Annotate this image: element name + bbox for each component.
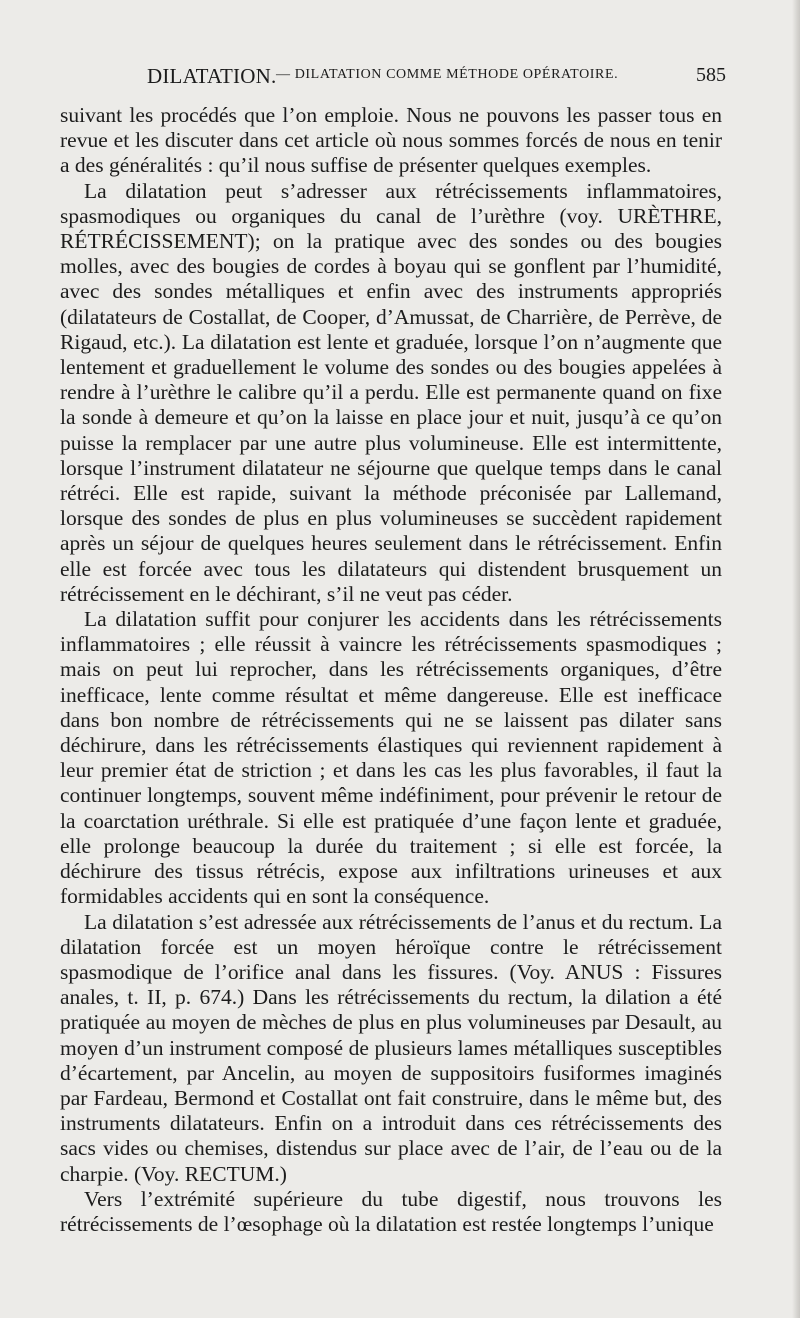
paragraph: Vers l’extrémité supérieure du tube digestif, nous trouvons les rétrécissements de l’œsophage où la dilatation est restée longtemps l’unique	[60, 1186, 722, 1236]
paragraph: La dilatation s’est adressée aux rétrécissements de l’anus et du rectum. La dilatation forcée est un moyen héroïque contre le rétrécissement spasmodique de l’orifice anal dans les fissures. (Voy. ANUS : Fissures anales, t. II, p. 674.) Dans les rétrécissements du rectum, la dilation a été pratiquée au moyen de mèches de plus en plus volumineuses par Desault, au moyen d’un instrument composé de plusieurs lames métalliques susceptibles d’écartement, par Ancelin, au moyen de suppositoirs fusiformes imaginés par Fardeau, Bermond et Costallat ont fait construire, dans le même but, des instruments dilatateurs. Enfin on a introduit dans ces rétrécissements des sacs vides ou chemises, distendus sur place avec de l’air, de l’eau ou de la charpie. (Voy. RECTUM.)	[60, 909, 722, 1186]
body-text	[60, 103, 722, 1237]
header-title: DILATATION.	[147, 64, 277, 88]
header-subtitle: — DILATATION COMME MÉTHODE OPÉRATOIRE.	[276, 67, 619, 82]
paragraph: suivant les procédés que l’on emploie. Nous ne pouvons les passer tous en revue et les discuter dans cet article où nous sommes forcés de nous en tenir a des généralités : qu’il nous suffise de présenter quelques exemples.	[60, 103, 722, 178]
running-header	[147, 64, 726, 98]
paragraph: La dilatation peut s’adresser aux rétrécissements inflammatoires, spasmodiques ou organiques du canal de l’urèthre (voy. URÈTHRE, RÉTRÉCISSEMENT); on la pratique avec des sondes ou des bougies molles, avec des bougies de cordes à boyau qui se gonflent par l’humidité, avec des sondes métalliques et enfin avec des instruments appropriés (dilatateurs de Costallat, de Cooper, d’Amussat, de Charrière, de Perrève, de Rigaud, etc.). La dilatation est lente et graduée, lorsque l’on n’augmente que lentement et graduellement le volume des sondes ou des bougies appelées à rendre à l’urèthre le calibre qu’il a perdu. Elle est permanente quand on fixe la sonde à demeure et qu’on la laisse en place jour et nuit, jusqu’à ce qu’on puisse la remplacer par une autre plus volumineuse. Elle est intermittente, lorsque l’instrument dilatateur ne séjourne que quelque temps dans le canal rétréci. Elle est rapide, suivant la méthode préconisée par Lallemand, lorsque des sondes de plus en plus volumineuses se succèdent rapidement après un séjour de quelques heures seulement dans le rétrécissement. Enfin elle est forcée avec tous les dilatateurs qui distendent brusquement un rétrécissement en le déchirant, s’il ne veut pas céder.	[60, 178, 722, 606]
paragraph: La dilatation suffit pour conjurer les accidents dans les rétrécissements inflammatoires ; elle réussit à vaincre les rétrécissements spasmodiques ; mais on peut lui reprocher, dans les rétrécissements organiques, d’être inefficace, lente comme résultat et même dangereuse. Elle est inefficace dans bon nombre de rétrécissements qui ne se laissent pas dilater sans déchirure, dans les rétrécissements élastiques qui reviennent rapidement à leur premier état de striction ; et dans les cas les plus favorables, il faut la continuer longtemps, souvent même indéfiniment, pour prévenir le retour de la coarctation uréthrale. Si elle est pratiquée d’une façon lente et graduée, elle prolonge beaucoup la durée du traitement ; si elle est forcée, la déchirure des tissus rétrécis, expose aux infiltrations urineuses et aux formidables accidents qui en sont la conséquence.	[60, 607, 722, 909]
page-number: 585	[696, 64, 726, 86]
page-edge-shadow	[792, 0, 800, 1318]
